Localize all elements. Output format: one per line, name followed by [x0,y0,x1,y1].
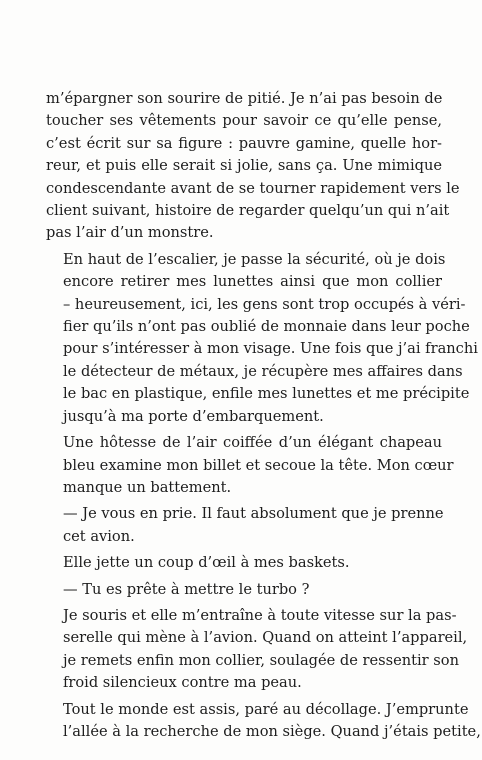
text-line: serelle qui mène à l’avion. Quand on atteint l’appareil, [63,629,468,647]
text-line: je remets enfin mon collier, soulagée de ressentir son [63,651,459,669]
text-line: condescendante avant de se tourner rapidement vers le [46,179,460,197]
text-line: — Tu es prête à mettre le turbo ? [63,580,310,598]
text-line: l’allée à la recherche de mon siège. Quand j’étais petite, [63,722,481,740]
text-line: — Je vous en prie. Il faut absolument que je prenne [63,505,444,523]
text-line: Je souris et elle m’entraîne à toute vitesse sur la pas- [63,606,457,624]
paragraph [46,552,442,574]
paragraph [46,503,442,548]
text-line: Une hôtesse de l’air coiffée d’un élégant chapeau [63,434,442,452]
text-line: bleu examine mon billet et secoue la tête. Mon cœur [63,456,454,474]
text-line: pour s’intéresser à mon visage. Une fois que j’ai franchi [63,340,478,358]
text-line: manque un battement. [63,478,232,496]
text-line: Elle jette un coup d’œil à mes baskets. [63,554,350,572]
paragraph [46,699,481,744]
text-line: m’épargner son sourire de pitié. Je n’ai pas besoin de [46,90,443,107]
text-line: c’est écrit sur sa figure : pauvre gamine, quelle hor- [46,134,442,152]
text-line: reur, et puis elle serait si jolie, sans ça. Une mimique [46,157,442,175]
text-line: froid silencieux contre ma peau. [63,674,302,692]
paragraph [46,249,478,428]
text-line: le bac en plastique, enfile mes lunettes et me précipite [63,385,470,403]
text-line: toucher ses vêtements pour savoir ce qu’elle pense, [46,112,442,130]
paragraph [46,605,468,695]
text-line: pas l’air d’un monstre. [46,224,214,242]
text-line: cet avion. [63,527,135,545]
text-line: Tout le monde est assis, paré au décollage. J’emprunte [63,700,469,718]
text-line: fier qu’ils n’ont pas oublié de monnaie dans leur poche [63,318,470,336]
text-line: – heureusement, ici, les gens sont trop occupés à véri- [63,295,466,313]
paragraph [46,579,442,601]
body-text [46,88,481,747]
text-line: En haut de l’escalier, je passe la sécurité, où je dois [63,250,446,268]
text-line: le détecteur de métaux, je récupère mes affaires dans [63,362,463,380]
text-line: jusqu’à ma porte d’embarquement. [63,407,324,425]
text-line: encore retirer mes lunettes ainsi que mon collier [63,273,442,291]
text-line: client suivant, histoire de regarder quelqu’un qui n’ait [46,202,450,220]
paragraph [46,432,454,499]
paragraph [46,88,460,245]
